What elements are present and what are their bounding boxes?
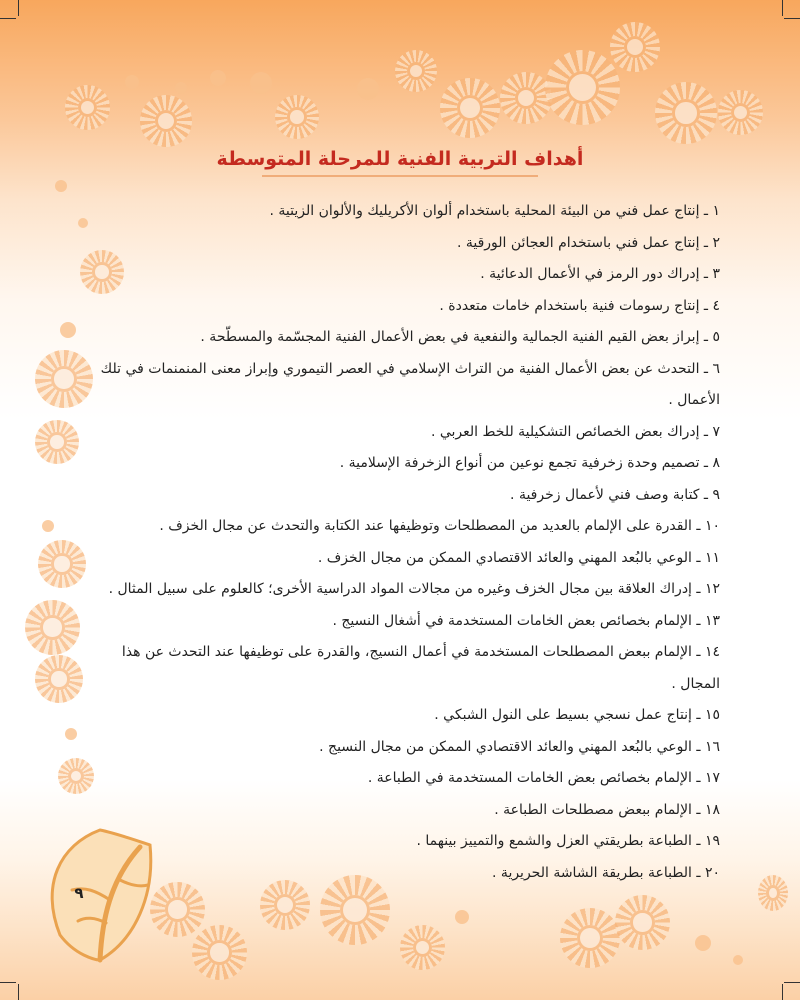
- decorative-dot: [250, 72, 272, 94]
- decorative-flower: [38, 540, 86, 588]
- decorative-dot: [695, 935, 711, 951]
- decorative-dot: [357, 78, 379, 100]
- list-item: ٩ ـ كتابة وصف فني لأعمال زخرفية .: [510, 486, 720, 503]
- list-item: ٦ ـ التحدث عن بعض الأعمال الفنية من التراث الإسلامي في العصر التيموري وإبراز معنى المنمنمات في تلك الأعمال .: [100, 360, 720, 408]
- objectives-list: [100, 196, 720, 889]
- decorative-flower: [65, 85, 110, 130]
- decorative-flower: [58, 758, 94, 794]
- decorative-dot: [175, 82, 187, 94]
- list-item: ٣ ـ إدراك دور الرمز في الأعمال الدعائية .: [480, 266, 720, 282]
- decorative-flower: [500, 72, 552, 124]
- decorative-dot: [60, 322, 76, 338]
- list-item: ١٢ ـ إدراك العلاقة بين مجال الخزف وغيره من مجالات المواد الدراسية الأخرى؛ كالعلوم على سبيل المثال .: [108, 581, 720, 597]
- list-item: ١ ـ إنتاج عمل فني من البيئة المحلية باستخدام ألوان الأكريليك والألوان الزيتية .: [269, 203, 720, 219]
- list-item: ٥ ـ إبراز بعض القيم الفنية الجمالية والنفعية في بعض الأعمال الفنية المجسّمة والمسطّحة .: [200, 329, 720, 345]
- list-item: ١١ ـ الوعي بالبُعد المهني والعائد الاقتصادي الممكن من مجال الخزف .: [317, 549, 720, 566]
- decorative-dot: [455, 910, 469, 924]
- crop-mark: [0, 18, 16, 19]
- list-item: ٤ ـ إنتاج رسومات فنية باستخدام خامات متعددة .: [439, 297, 720, 314]
- decorative-dot: [78, 218, 88, 228]
- decorative-flower: [758, 875, 788, 911]
- decorative-flower: [35, 420, 79, 464]
- leaf-ornament-icon: [40, 825, 160, 965]
- decorative-dot: [65, 728, 77, 740]
- crop-mark: [782, 0, 783, 16]
- list-item: ١٦ ـ الوعي بالبُعد المهني والعائد الاقتصادي الممكن من مجال النسيج .: [319, 738, 720, 755]
- decorative-flower: [718, 90, 763, 135]
- decorative-dot: [733, 955, 743, 965]
- crop-mark: [0, 982, 16, 983]
- list-item: ١٠ ـ القدرة على الإلمام بالعديد من المصطلحات وتوظيفها عند الكتابة والتحدث عن مجال الخزف .: [159, 518, 720, 534]
- list-item: ١٩ ـ الطباعة بطريقتي العزل والشمع والتمييز بينهما .: [416, 833, 720, 849]
- title-underline: [262, 175, 538, 177]
- list-item: ١٣ ـ الإلمام بخصائص بعض الخامات المستخدمة في أشغال النسيج .: [332, 612, 720, 629]
- crop-mark: [18, 984, 19, 1000]
- decorative-flower: [610, 22, 660, 72]
- crop-mark: [784, 18, 800, 19]
- decorative-dot: [42, 520, 54, 532]
- decorative-flower: [560, 908, 620, 968]
- decorative-flower: [25, 600, 80, 655]
- page-title: أهداف التربية الفنية للمرحلة المتوسطة: [216, 148, 584, 170]
- decorative-dot: [125, 75, 139, 89]
- decorative-flower: [395, 50, 437, 92]
- decorative-flower: [192, 925, 247, 980]
- list-item: ١٤ ـ الإلمام ببعض المصطلحات المستخدمة في أعمال النسيج، والقدرة على توظيفها عند التحدث عن هذا المجال .: [121, 644, 720, 692]
- decorative-flower: [140, 95, 192, 147]
- list-item: ٢ ـ إنتاج عمل فني باستخدام العجائن الورقية .: [456, 234, 720, 251]
- crop-mark: [18, 0, 19, 16]
- list-item: ١٥ ـ إنتاج عمل نسجي بسيط على النول الشبكي .: [434, 707, 720, 723]
- decorative-flower: [440, 78, 500, 138]
- decorative-dot: [55, 180, 67, 192]
- decorative-flower: [545, 50, 620, 125]
- decorative-dot: [210, 70, 226, 86]
- decorative-flower: [400, 925, 445, 970]
- crop-mark: [784, 982, 800, 983]
- list-item: ١٨ ـ الإلمام ببعض مصطلحات الطباعة .: [494, 801, 720, 818]
- list-item: ٨ ـ تصميم وحدة زخرفية تجمع نوعين من أنواع الزخرفة الإسلامية .: [339, 455, 720, 471]
- list-item: ١٧ ـ الإلمام بخصائص بعض الخامات المستخدمة في الطباعة .: [367, 770, 720, 786]
- crop-mark: [782, 984, 783, 1000]
- decorative-flower: [35, 350, 93, 408]
- list-item: ٢٠ ـ الطباعة بطريقة الشاشة الحريرية .: [492, 864, 720, 881]
- list-item: ٧ ـ إدراك بعض الخصائص التشكيلية للخط العربي .: [430, 423, 720, 440]
- decorative-flower: [275, 95, 319, 139]
- decorative-flower: [35, 655, 83, 703]
- page-number: ٩: [74, 884, 84, 902]
- decorative-flower: [615, 895, 670, 950]
- decorative-flower: [655, 82, 717, 144]
